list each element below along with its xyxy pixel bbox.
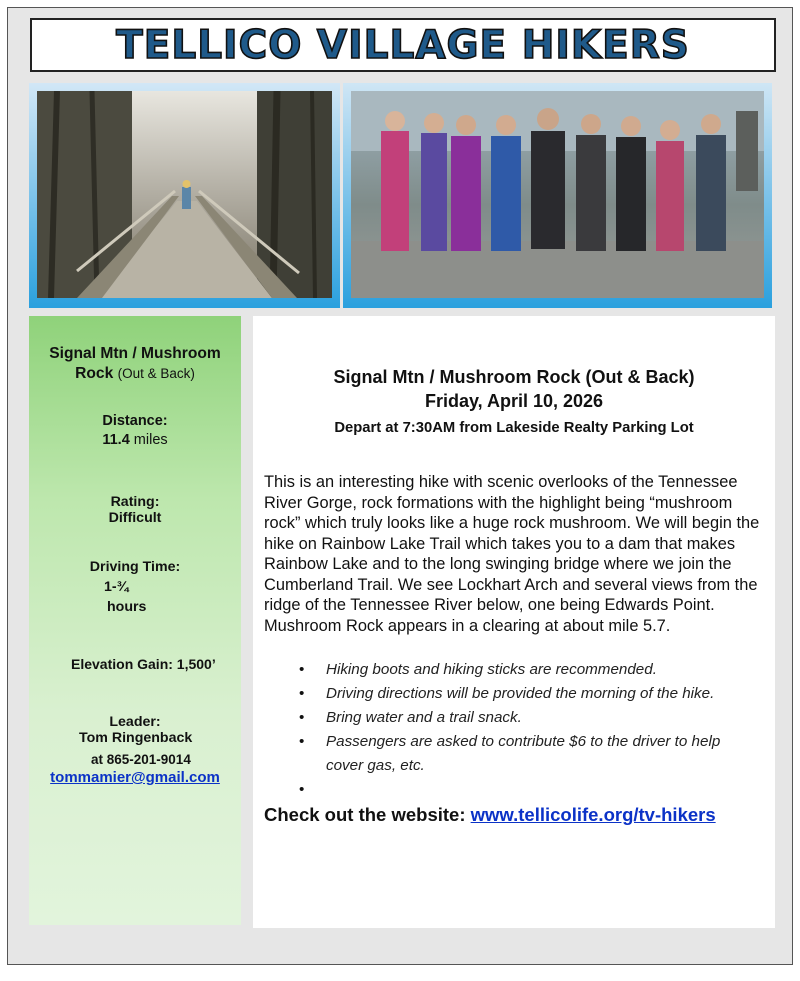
leader-email-link[interactable]: tommamier@gmail.com xyxy=(50,769,220,786)
driving-time-value: 1-¾ xyxy=(104,579,129,595)
summary-rating xyxy=(29,494,241,526)
distance-label: Distance: xyxy=(102,413,168,429)
summary-leader xyxy=(29,714,241,768)
distance-value-line xyxy=(29,431,241,450)
hike-date: Friday, April 10, 2026 xyxy=(424,391,604,411)
departure-info: Depart at 7:30AM from Lakeside Realty Parking Lot xyxy=(334,420,694,436)
distance-value: 11.4 xyxy=(102,432,130,448)
distance-unit: miles xyxy=(133,432,168,448)
hike-description: This is an interesting hike with scenic overlooks of the Tennessee River Gorge, rock formations with the highlight being “mushroom rock” which truly looks like a huge rock mushroom. We will begin the hike on Rainbow Lake Trail which takes you to a dam that makes Rainbow Lake and to the long swinging bridge where we join the Cumberland Trail. We see Lockhart Arch and several views from the ridge of the Tennessee River below, one being Edwards Point. Mushroom Rock appears in a clearing at about mile 5.7. xyxy=(264,473,760,635)
website-link[interactable]: www.tellicolife.org/tv-hikers xyxy=(470,804,716,825)
note-boots: • Hiking boots and hiking sticks are recommended. xyxy=(299,658,759,682)
title-banner xyxy=(30,18,776,72)
group-photo xyxy=(343,83,772,308)
hike-notes-list xyxy=(299,658,759,778)
hike-summary-panel xyxy=(29,316,241,925)
leader-label: Leader: xyxy=(109,714,161,730)
summary-distance xyxy=(29,412,241,450)
summary-hike-name xyxy=(29,344,241,384)
summary-hike-type: (Out & Back) xyxy=(117,366,195,381)
leader-name: Tom Ringenback xyxy=(79,730,193,746)
website-label: Check out the website: xyxy=(264,804,466,825)
page-title: TELLICO VILLAGE HIKERS xyxy=(116,22,690,68)
rating-label: Rating: xyxy=(110,494,160,510)
group-photo-icon xyxy=(351,91,764,298)
bridge-photo-icon xyxy=(37,91,332,298)
summary-hike-name-line1: Signal Mtn / Mushroom xyxy=(49,345,221,362)
summary-hike-name-line2 xyxy=(29,364,241,384)
note-passengers: • Passengers are asked to contribute $6 to the driver to help cover gas, etc. xyxy=(299,730,759,778)
website-callout xyxy=(264,804,716,826)
bridge-photo xyxy=(29,83,340,308)
hike-title: Signal Mtn / Mushroom Rock (Out & Back) xyxy=(333,367,695,387)
note-directions: • Driving directions will be provided the morning of the hike. xyxy=(299,682,759,706)
summary-hike-name-rock: Rock xyxy=(75,365,114,382)
leader-phone: at 865-201-9014 xyxy=(91,752,191,767)
driving-time-unit: hours xyxy=(107,599,147,615)
driving-time-label: Driving Time: xyxy=(89,559,181,575)
summary-elevation-gain: Elevation Gain: 1,500’ xyxy=(71,656,216,672)
note-water: • Bring water and a trail snack. xyxy=(299,706,759,730)
rating-value: Difficult xyxy=(108,510,162,526)
summary-driving-time xyxy=(29,557,241,617)
hike-details-panel xyxy=(253,316,775,928)
